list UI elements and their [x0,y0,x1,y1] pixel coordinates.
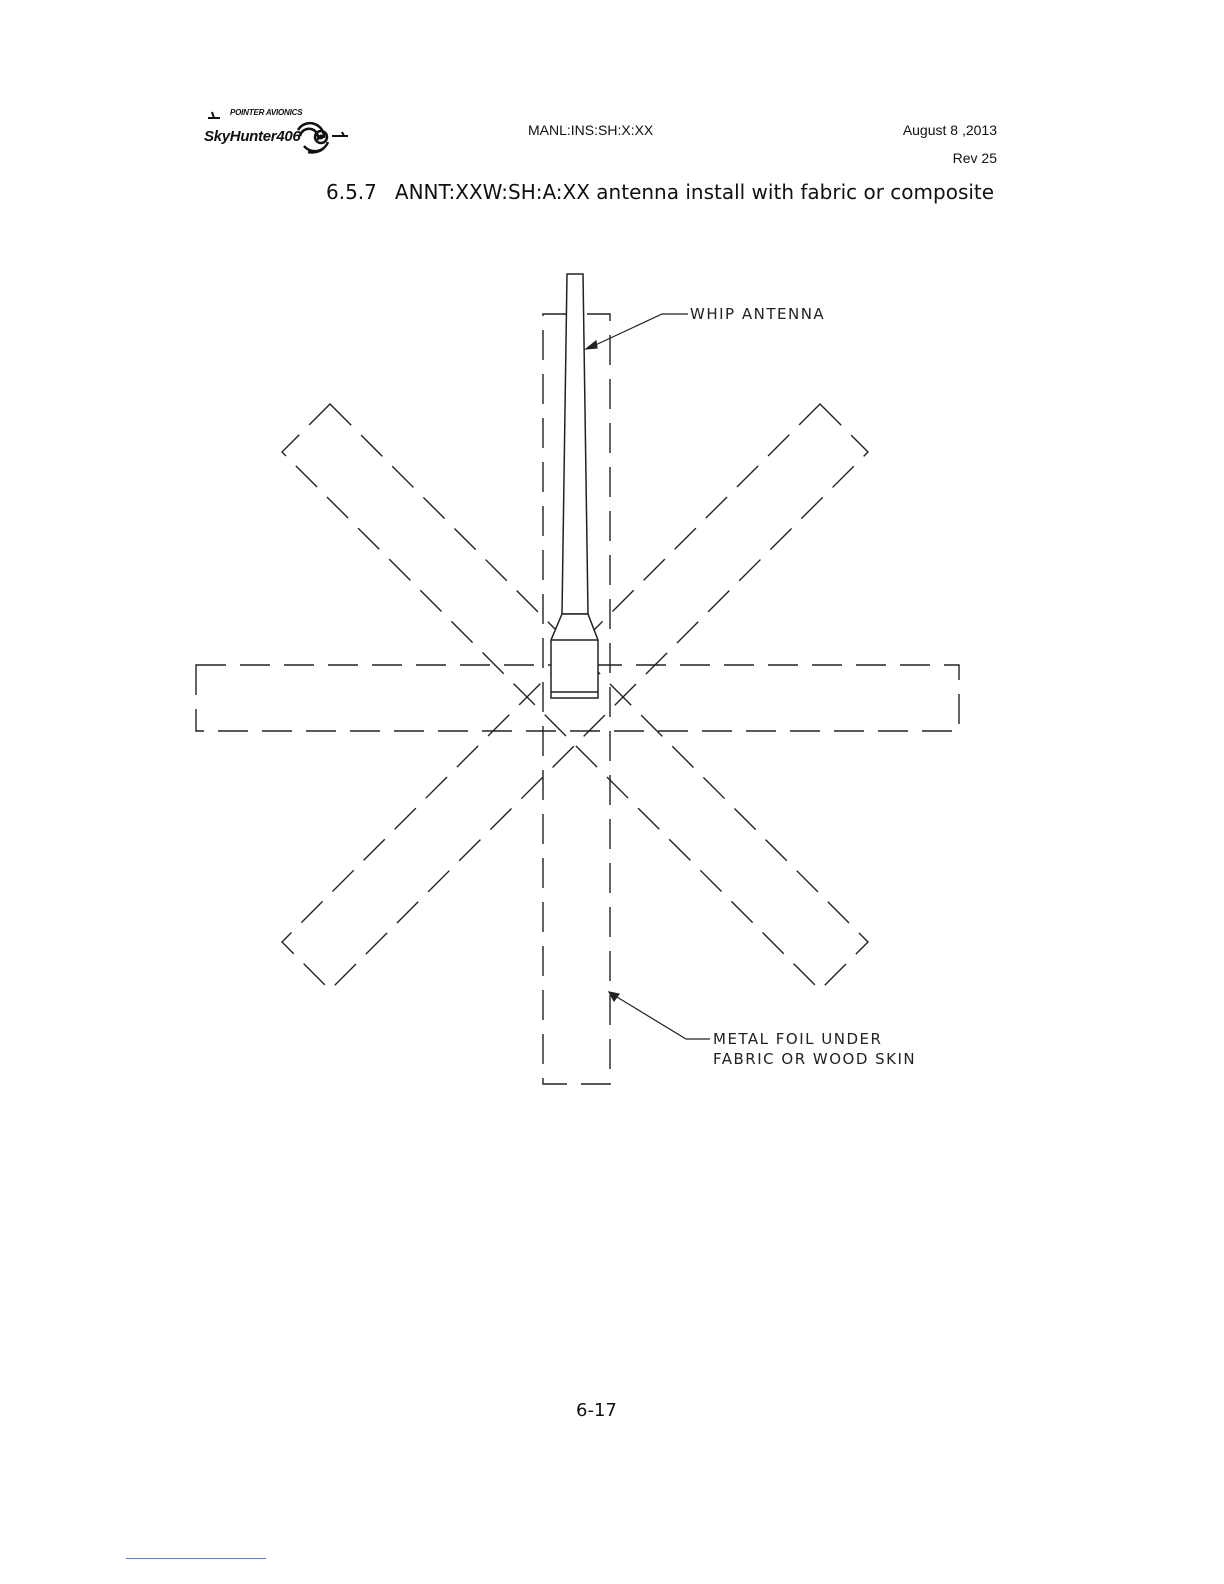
document-revision: Rev 25 [952,150,997,166]
footer-rule [126,1558,266,1559]
foil-leader [612,994,710,1039]
section-number: 6.5.7 [326,180,377,204]
logo-brand-main: SkyHunter406 [204,128,301,145]
metal-foil-callout-line2: FABRIC OR WOOD SKIN [713,1050,917,1068]
whip-antenna-callout: WHIP ANTENNA [690,305,826,323]
metal-foil-callout [713,1029,916,1069]
whip-antenna [551,274,598,698]
metal-foil-callout-line1: METAL FOIL UNDER [713,1030,883,1048]
whip-leader [589,314,688,348]
section-title: ANNT:XXW:SH:A:XX antenna install with fabric or composite [394,180,995,204]
logo-brand-top: POINTER AVIONICS [230,108,303,117]
page-number: 6-17 [576,1400,617,1421]
document-id: MANL:INS:SH:X:XX [528,122,654,138]
document-date: August 8 ,2013 [902,122,997,138]
